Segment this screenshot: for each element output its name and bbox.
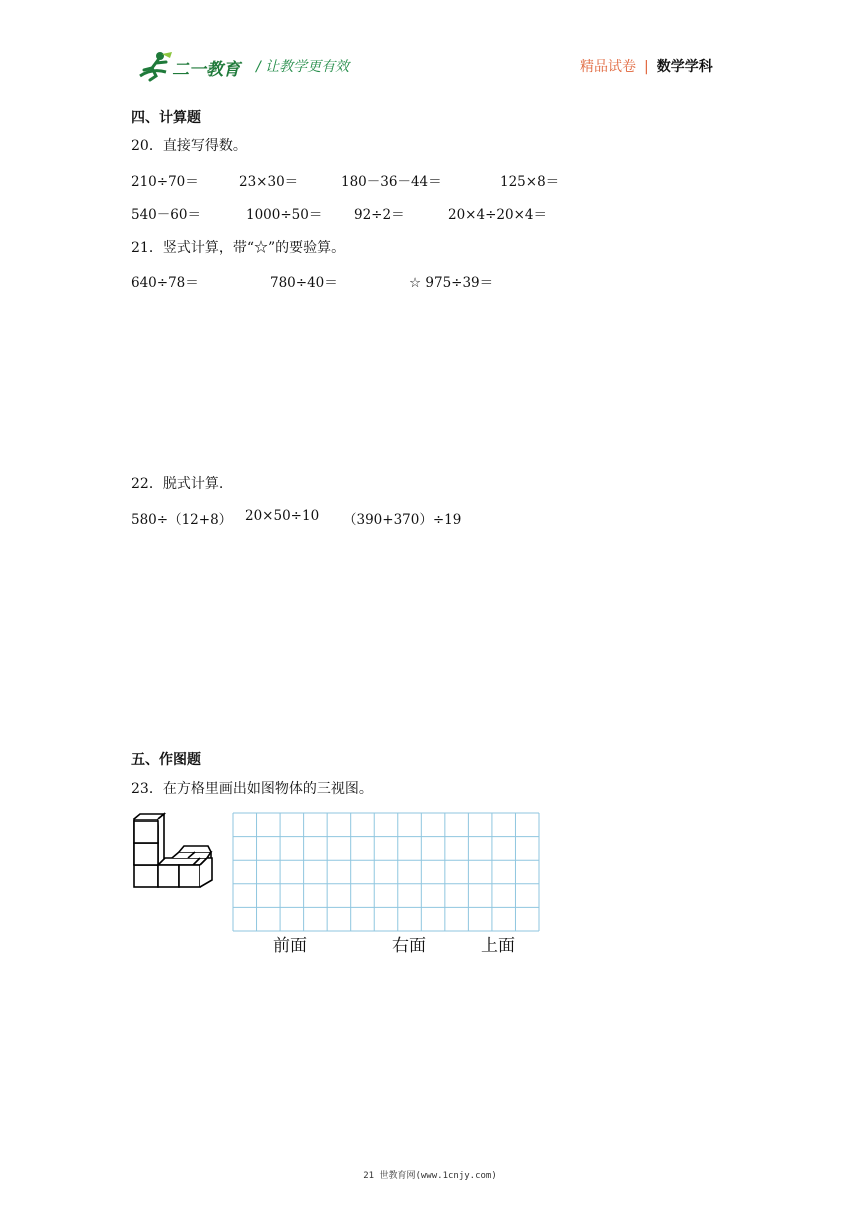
question-20-label: 20．直接写得数。 [131, 138, 247, 154]
q20-expr: 23×30＝ [239, 174, 299, 190]
drawing-grid[interactable] [232, 812, 540, 932]
view-label-top: 上面 [481, 936, 515, 956]
q21-expr: 780÷40＝ [270, 275, 338, 291]
q22-expr: 580÷（12+8） [131, 512, 233, 528]
header-right [580, 56, 713, 76]
header-separator: | [644, 59, 649, 75]
header-slogan: / 让教学更有效 [256, 59, 350, 75]
q20-expr: 125×8＝ [500, 174, 560, 190]
brand-name: 二一教育 [172, 60, 240, 80]
page-footer: 21 世教育网(www.1cnjy.com) [363, 1171, 497, 1181]
q20-expr: 540－60＝ [131, 207, 201, 223]
q20-expr: 1000÷50＝ [246, 207, 323, 223]
section-title-calculation: 四、计算题 [131, 110, 201, 126]
q20-expr: 92÷2＝ [354, 207, 405, 223]
q21-expr: 640÷78＝ [131, 275, 199, 291]
view-label-front: 前面 [273, 936, 307, 956]
q20-expr: 180－36－44＝ [341, 174, 442, 190]
paper-tag: 精品试卷 [580, 59, 636, 75]
q22-expr: （390+370）÷19 [343, 512, 462, 528]
question-21-label: 21．竖式计算，带“☆”的要验算。 [131, 240, 346, 256]
question-22-label: 22．脱式计算. [131, 476, 224, 492]
q22-expr: 20×50÷10 [245, 508, 320, 524]
q20-expr: 20×4÷20×4＝ [448, 207, 547, 223]
question-23-label: 23．在方格里画出如图物体的三视图。 [131, 781, 373, 797]
q20-expr: 210÷70＝ [131, 174, 199, 190]
q21-expr: ☆ 975÷39＝ [409, 275, 494, 291]
section-title-drawing: 五、作图题 [131, 752, 201, 768]
subject-label: 数学学科 [656, 59, 713, 75]
view-label-right: 右面 [392, 936, 426, 956]
cube-stack-figure [132, 812, 216, 890]
